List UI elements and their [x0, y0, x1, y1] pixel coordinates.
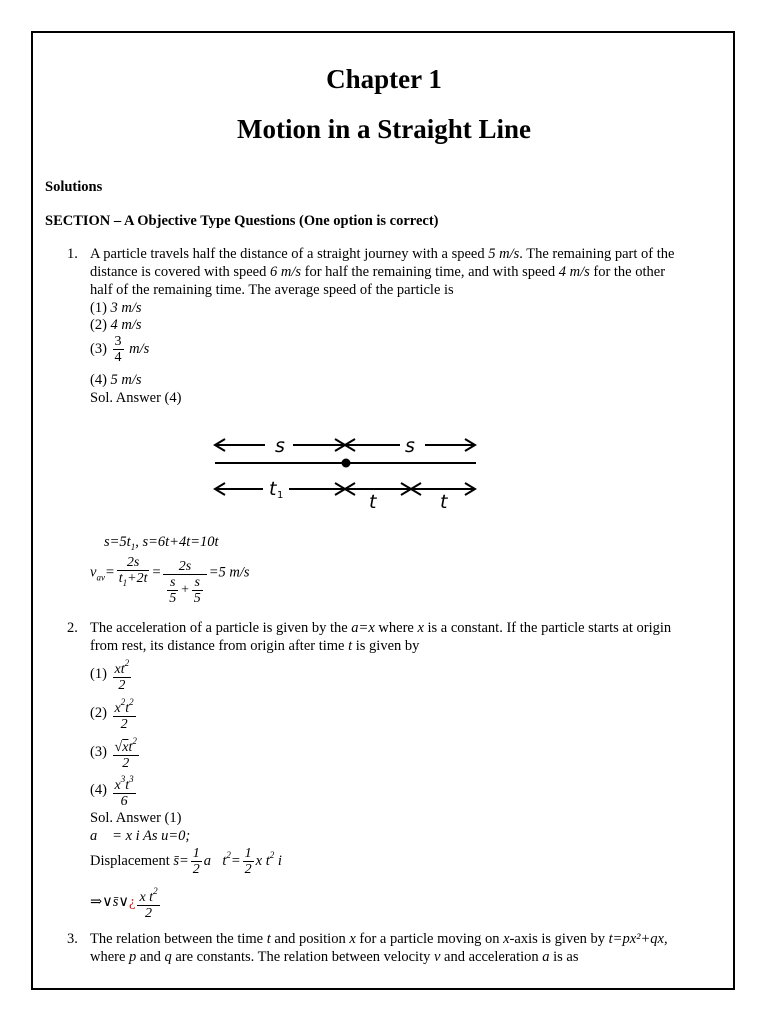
relation-equation: t=px²+qx, — [608, 931, 668, 947]
text: are constants. The relation between velocity — [175, 949, 431, 965]
subscript: 1 — [122, 578, 128, 588]
text: for half the remaining time, and with speed — [304, 264, 556, 280]
p-symbol: p — [129, 949, 137, 965]
text: -axis is given by — [509, 931, 606, 947]
denominator: 2 — [118, 678, 126, 693]
q-symbol: q — [164, 949, 172, 965]
question-1-line-2 — [90, 264, 665, 281]
numerator: 3 — [114, 334, 122, 349]
label-t1: t — [269, 478, 277, 500]
solutions-label: Solutions — [45, 179, 103, 195]
numerator: $xt^2$ — [114, 658, 130, 677]
displacement-equation: s̄= $\frac{1}{2}$ $a⃗t^2=$ $\frac{1}{2}$ x $t^2$ i — [173, 846, 282, 877]
question-3-line-1 — [90, 931, 668, 948]
denominator: $\frac{s}{5}$ + $\frac{s}{5}$ — [169, 574, 201, 606]
text: where — [90, 949, 126, 965]
question-2-line-2 — [90, 638, 419, 655]
denominator: 2 — [145, 906, 153, 921]
fraction — [113, 656, 132, 693]
label-t-right: t — [440, 491, 448, 513]
v-symbol: v — [433, 949, 441, 965]
denominator: 2 — [122, 756, 130, 771]
q1-option-2 — [90, 317, 142, 334]
fraction — [113, 695, 136, 732]
numerator: x $t^2$ — [139, 886, 158, 905]
option-label: (4) — [90, 781, 107, 798]
text: A particle travels half the distance of a straight journey with a speed — [90, 246, 485, 262]
numerator: s — [167, 575, 178, 591]
text: is a constant. If the particle starts at origin — [427, 620, 672, 636]
fraction-half — [191, 846, 202, 877]
text: from rest, its distance from origin after time — [90, 638, 345, 654]
numerator: 1 — [192, 846, 200, 861]
text: where — [378, 620, 414, 636]
question-1-line-3: half of the remaining time. The average speed of the particle is — [90, 282, 454, 298]
text: distance is covered with speed — [90, 264, 267, 280]
numerator: $x^3t^3$ — [114, 774, 134, 793]
section-heading: SECTION – A Objective Type Questions (One option is correct) — [45, 213, 439, 229]
label-t-middle: t — [369, 491, 377, 513]
numerator: 2s — [163, 559, 206, 575]
label-s-left: s — [275, 435, 285, 457]
denominator: 2 — [192, 862, 200, 877]
q2-displacement — [90, 846, 282, 877]
numerator: 1 — [244, 846, 252, 861]
question-2-number: 2. — [67, 620, 78, 636]
den-part: t — [118, 571, 123, 586]
denominator: 5 — [169, 590, 177, 606]
fraction-2 — [163, 559, 206, 606]
fraction — [113, 734, 139, 771]
implies-magnitude: ⇒∨s̄∨ — [90, 893, 130, 910]
eq-part: , s=6t+4t=10t — [135, 534, 219, 550]
option-label: (1) — [90, 665, 107, 682]
speed-5: 5 m/s — [488, 246, 520, 262]
x-symbol: x — [503, 931, 510, 947]
text: for a particle moving on — [359, 931, 500, 947]
q1-option-1 — [90, 300, 142, 317]
q2-final-result — [90, 884, 162, 921]
text: The acceleration of a particle is given by the — [90, 620, 348, 636]
fraction-s-5 — [192, 575, 203, 606]
den-part: +2t — [127, 571, 148, 586]
denominator: 6 — [120, 794, 128, 809]
q2-option-4 — [90, 772, 138, 809]
q1-equation-1 — [104, 534, 219, 556]
text: for the other — [593, 264, 666, 280]
option-value: 4 m/s — [110, 317, 142, 333]
speed-6: 6 m/s — [269, 264, 302, 280]
denominator — [117, 571, 150, 591]
a-symbol: a — [542, 949, 550, 965]
x-symbol: x — [349, 931, 356, 947]
question-3-line-2 — [90, 949, 579, 966]
v-symbol: v — [90, 564, 97, 581]
x-symbol: x — [417, 620, 424, 636]
eq-part: s=5t — [104, 534, 131, 550]
q1-option-3 — [90, 334, 149, 365]
fraction — [113, 334, 124, 365]
text: and — [139, 949, 161, 965]
t-symbol: t — [348, 638, 353, 654]
denominator: 2 — [244, 862, 252, 877]
option-label: (2) — [90, 317, 107, 333]
text: The relation between the time — [90, 931, 264, 947]
fraction — [113, 772, 136, 809]
q1-solution-answer: Sol. Answer (4) — [90, 390, 182, 406]
subscript: 1 — [130, 542, 136, 552]
red-glyph: ¿ — [129, 893, 136, 910]
fraction-half — [243, 846, 254, 877]
text: . The remaining part of the — [519, 246, 675, 262]
label-t1-subscript: 1 — [277, 490, 284, 501]
chapter-title: Motion in a Straight Line — [236, 114, 532, 144]
numerator: 2s — [117, 555, 150, 571]
denominator: 4 — [114, 350, 122, 365]
fraction — [137, 884, 159, 921]
question-1-number: 1. — [67, 246, 78, 262]
question-2-line-1 — [90, 620, 671, 637]
result: =5 m/s — [208, 564, 250, 581]
q2-option-1 — [90, 656, 133, 693]
denominator: 5 — [193, 590, 201, 606]
option-value: 3 m/s — [110, 300, 142, 316]
text: and position — [274, 931, 346, 947]
q2-solution-answer: Sol. Answer (1) — [90, 810, 182, 826]
question-3-number: 3. — [67, 931, 78, 947]
question-1-line-1 — [90, 246, 674, 263]
acceleration-expression: a=x — [351, 620, 375, 636]
q2-option-3 — [90, 734, 141, 771]
speed-4: 4 m/s — [558, 264, 590, 280]
text: is as — [553, 949, 579, 965]
label-s-right: s — [405, 435, 415, 457]
q2-solution-line-2: a⃗ = x i As u=0; — [90, 828, 191, 844]
option-label: (4) — [90, 372, 107, 388]
q1-option-4 — [90, 372, 142, 389]
motion-diagram — [205, 428, 485, 518]
option-label: (3) — [90, 340, 107, 357]
midpoint-dot — [342, 459, 351, 468]
option-label: (3) — [90, 743, 107, 760]
chapter-heading: Chapter 1 — [326, 64, 442, 94]
option-label: (2) — [90, 704, 107, 721]
q2-option-2 — [90, 695, 138, 732]
numerator: $√xt^2$ — [114, 736, 137, 755]
fraction-1 — [117, 555, 150, 591]
denominator: 2 — [120, 717, 128, 732]
q1-average-velocity: $v_{av}=$ $\frac{2s}{t_1+2t}$ = 2s $\frac{s}{5}$ + $\frac{s}{5}$ =5 m/s — [90, 555, 250, 606]
option-value: 5 m/s — [110, 372, 142, 388]
t-symbol: t — [266, 931, 271, 947]
numerator: s — [192, 575, 203, 591]
displacement-label: Displacement — [90, 852, 170, 869]
numerator: $x^2t^2$ — [114, 697, 134, 716]
text: and acceleration — [444, 949, 539, 965]
subscript: av — [96, 572, 105, 583]
fraction-s-5 — [167, 575, 178, 606]
option-label: (1) — [90, 300, 107, 316]
option-unit: m/s — [129, 340, 150, 357]
text: is given by — [355, 638, 420, 654]
